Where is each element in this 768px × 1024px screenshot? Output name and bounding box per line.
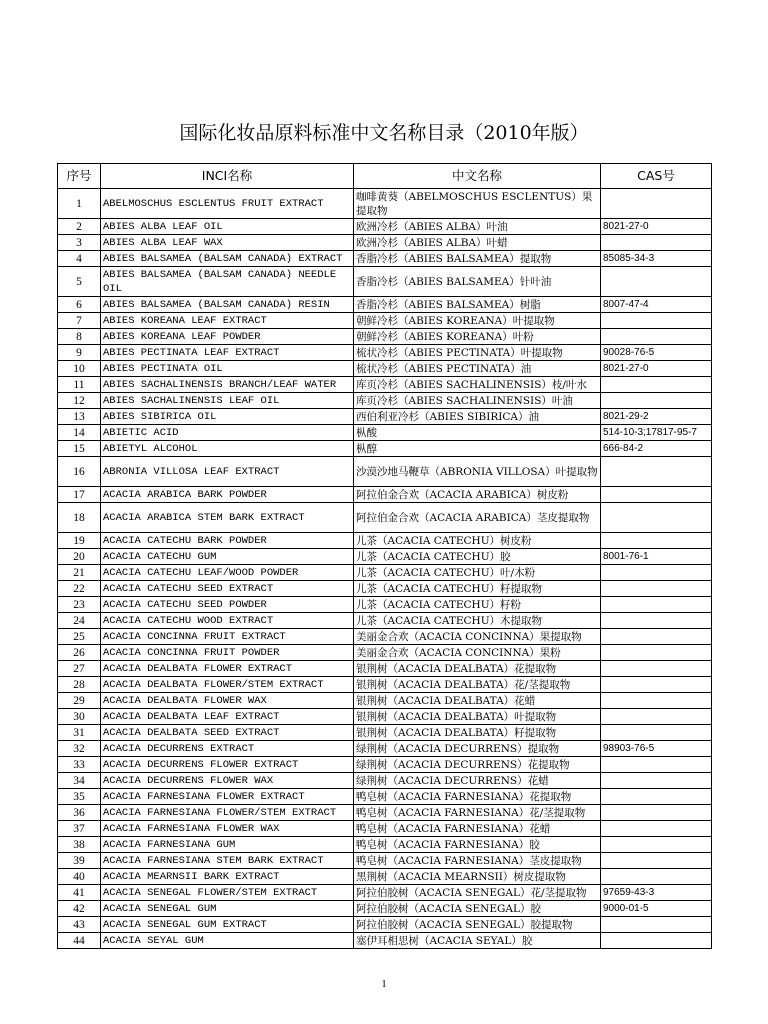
cell-cas: 85085-34-3 <box>601 251 712 267</box>
cell-cas <box>601 565 712 581</box>
cell-cas <box>601 457 712 487</box>
cell-cn: 梳状冷杉（ABIES PECTINATA）叶提取物 <box>354 345 601 361</box>
cell-seq: 40 <box>58 869 101 885</box>
cell-cas: 666-84-2 <box>601 441 712 457</box>
cell-cn: 绿荆树（ACACIA DECURRENS）花提取物 <box>354 757 601 773</box>
cell-cn: 香脂冷杉（ABIES BALSAMEA）提取物 <box>354 251 601 267</box>
cell-cas: 9000-01-5 <box>601 901 712 917</box>
table-row <box>58 853 712 869</box>
cell-cas <box>601 933 712 949</box>
cell-inci: ACACIA FARNESIANA FLOWER WAX <box>101 821 354 837</box>
cell-seq: 2 <box>58 219 101 235</box>
cell-cas <box>601 725 712 741</box>
cell-inci: ABIES BALSAMEA (BALSAM CANADA) NEEDLE OIL <box>101 267 354 297</box>
cell-cn: 儿茶（ACACIA CATECHU）胶 <box>354 549 601 565</box>
cell-cas: 8021-27-0 <box>601 361 712 377</box>
cell-cas <box>601 645 712 661</box>
table-row <box>58 393 712 409</box>
cell-seq: 36 <box>58 805 101 821</box>
header-cn: 中文名称 <box>354 164 601 189</box>
cell-cn: 银荆树（ACACIA DEALBATA）花蜡 <box>354 693 601 709</box>
cell-inci: ABIES KOREANA LEAF EXTRACT <box>101 313 354 329</box>
cell-seq: 13 <box>58 409 101 425</box>
cell-cn: 朝鲜冷杉（ABIES KOREANA）叶粉 <box>354 329 601 345</box>
cell-seq: 41 <box>58 885 101 901</box>
cell-cn: 阿拉伯胶树（ACACIA SENEGAL）胶提取物 <box>354 917 601 933</box>
cell-cas: 90028-76-5 <box>601 345 712 361</box>
table-row <box>58 757 712 773</box>
cell-cas <box>601 503 712 533</box>
cell-cn: 鸭皂树（ACACIA FARNESIANA）花/茎提取物 <box>354 805 601 821</box>
cell-seq: 34 <box>58 773 101 789</box>
cell-seq: 1 <box>58 189 101 219</box>
cell-inci: ACACIA FARNESIANA FLOWER EXTRACT <box>101 789 354 805</box>
cell-cn: 阿拉伯胶树（ACACIA SENEGAL）花/茎提取物 <box>354 885 601 901</box>
cell-inci: ACACIA MEARNSII BARK EXTRACT <box>101 869 354 885</box>
cell-cn: 西伯利亚冷杉（ABIES SIBIRICA）油 <box>354 409 601 425</box>
cell-seq: 14 <box>58 425 101 441</box>
cell-inci: ABELMOSCHUS ESCLENTUS FRUIT EXTRACT <box>101 189 354 219</box>
cell-cn: 枞酸 <box>354 425 601 441</box>
cell-inci: ABIES BALSAMEA (BALSAM CANADA) RESIN <box>101 297 354 313</box>
cell-cas: 8007-47-4 <box>601 297 712 313</box>
cell-cn: 美丽金合欢（ACACIA CONCINNA）果提取物 <box>354 629 601 645</box>
table-body <box>58 189 712 949</box>
cell-cas <box>601 789 712 805</box>
cell-seq: 25 <box>58 629 101 645</box>
cell-cas <box>601 693 712 709</box>
document-title: 国际化妆品原料标准中文名称目录（2010年版） <box>179 122 589 144</box>
cell-cn: 儿茶（ACACIA CATECHU）叶/木粉 <box>354 565 601 581</box>
cell-seq: 7 <box>58 313 101 329</box>
table-row <box>58 235 712 251</box>
cell-seq: 20 <box>58 549 101 565</box>
cell-cn: 欧洲冷杉（ABIES ALBA）叶油 <box>354 219 601 235</box>
cell-cn: 鸭皂树（ACACIA FARNESIANA）茎皮提取物 <box>354 853 601 869</box>
cell-cn: 库页冷杉（ABIES SACHALINENSIS）叶油 <box>354 393 601 409</box>
cell-seq: 32 <box>58 741 101 757</box>
page-number: 1 <box>381 978 387 990</box>
cell-cas <box>601 773 712 789</box>
cell-cn: 朝鲜冷杉（ABIES KOREANA）叶提取物 <box>354 313 601 329</box>
cell-cn: 枞醇 <box>354 441 601 457</box>
cell-inci: ACACIA CATECHU WOOD EXTRACT <box>101 613 354 629</box>
cell-inci: ACACIA FARNESIANA STEM BARK EXTRACT <box>101 853 354 869</box>
cell-seq: 29 <box>58 693 101 709</box>
table-row <box>58 837 712 853</box>
cell-inci: ACACIA DECURRENS EXTRACT <box>101 741 354 757</box>
cell-cn: 塞伊耳相思树（ACACIA SEYAL）胶 <box>354 933 601 949</box>
cell-cas <box>601 917 712 933</box>
cell-seq: 9 <box>58 345 101 361</box>
cell-cas <box>601 613 712 629</box>
cell-inci: ABIES BALSAMEA (BALSAM CANADA) EXTRACT <box>101 251 354 267</box>
cell-seq: 38 <box>58 837 101 853</box>
table-row <box>58 645 712 661</box>
cell-inci: ACACIA DEALBATA LEAF EXTRACT <box>101 709 354 725</box>
cell-cn: 儿茶（ACACIA CATECHU）籽粉 <box>354 597 601 613</box>
table-row <box>58 725 712 741</box>
cell-cn: 银荆树（ACACIA DEALBATA）叶提取物 <box>354 709 601 725</box>
cell-cas <box>601 709 712 725</box>
table-row <box>58 377 712 393</box>
table-row <box>58 709 712 725</box>
cell-cas <box>601 869 712 885</box>
cell-cas <box>601 189 712 219</box>
cell-inci: ACACIA DEALBATA FLOWER WAX <box>101 693 354 709</box>
cell-inci: ACACIA CONCINNA FRUIT POWDER <box>101 645 354 661</box>
cell-inci: ABIES PECTINATA LEAF EXTRACT <box>101 345 354 361</box>
cell-cas <box>601 235 712 251</box>
cell-cn: 梳状冷杉（ABIES PECTINATA）油 <box>354 361 601 377</box>
cell-inci: ACACIA ARABICA STEM BARK EXTRACT <box>101 503 354 533</box>
cell-cas: 8021-29-2 <box>601 409 712 425</box>
table-row <box>58 267 712 297</box>
header-cas: CAS号 <box>601 164 712 189</box>
table-row <box>58 581 712 597</box>
cell-inci: ABIES ALBA LEAF WAX <box>101 235 354 251</box>
cell-cn: 儿茶（ACACIA CATECHU）籽提取物 <box>354 581 601 597</box>
cell-seq: 33 <box>58 757 101 773</box>
cell-cas <box>601 805 712 821</box>
cell-seq: 3 <box>58 235 101 251</box>
cell-seq: 4 <box>58 251 101 267</box>
cell-cas <box>601 597 712 613</box>
cell-seq: 37 <box>58 821 101 837</box>
cell-seq: 31 <box>58 725 101 741</box>
cell-seq: 21 <box>58 565 101 581</box>
cell-cn: 银荆树（ACACIA DEALBATA）花/茎提取物 <box>354 677 601 693</box>
cell-seq: 17 <box>58 487 101 503</box>
cell-cas <box>601 329 712 345</box>
cell-inci: ACACIA SENEGAL GUM EXTRACT <box>101 917 354 933</box>
cell-cn: 沙漠沙地马鞭草（ABRONIA VILLOSA）叶提取物 <box>354 457 601 487</box>
cell-cn: 银荆树（ACACIA DEALBATA）籽提取物 <box>354 725 601 741</box>
cell-seq: 30 <box>58 709 101 725</box>
cell-cn: 欧洲冷杉（ABIES ALBA）叶蜡 <box>354 235 601 251</box>
cell-cas <box>601 487 712 503</box>
cell-inci: ABIES ALBA LEAF OIL <box>101 219 354 235</box>
cell-cas: 514-10-3;17817-95-7 <box>601 425 712 441</box>
cell-cas: 97659-43-3 <box>601 885 712 901</box>
cell-cn: 黑荆树（ACACIA MEARNSII）树皮提取物 <box>354 869 601 885</box>
cell-seq: 39 <box>58 853 101 869</box>
cell-inci: ABIETIC ACID <box>101 425 354 441</box>
cell-inci: ACACIA FARNESIANA FLOWER/STEM EXTRACT <box>101 805 354 821</box>
cell-inci: ACACIA DECURRENS FLOWER WAX <box>101 773 354 789</box>
cell-cas <box>601 853 712 869</box>
cell-cn: 阿拉伯金合欢（ACACIA ARABICA）树皮粉 <box>354 487 601 503</box>
table-row <box>58 597 712 613</box>
table-row <box>58 933 712 949</box>
table-row <box>58 345 712 361</box>
cell-inci: ACACIA CONCINNA FRUIT EXTRACT <box>101 629 354 645</box>
cell-cas: 8001-76-1 <box>601 549 712 565</box>
table-row <box>58 789 712 805</box>
cell-cn: 绿荆树（ACACIA DECURRENS）提取物 <box>354 741 601 757</box>
cell-cas <box>601 677 712 693</box>
table-row <box>58 869 712 885</box>
table-row <box>58 661 712 677</box>
cell-cas <box>601 377 712 393</box>
cell-inci: ACACIA CATECHU SEED EXTRACT <box>101 581 354 597</box>
table-row <box>58 425 712 441</box>
cell-cas <box>601 313 712 329</box>
cell-cas <box>601 757 712 773</box>
table-row <box>58 885 712 901</box>
table-row <box>58 313 712 329</box>
table-row <box>58 549 712 565</box>
cell-cas: 8021-27-0 <box>601 219 712 235</box>
header-seq: 序号 <box>58 164 101 189</box>
cell-inci: ABIES SACHALINENSIS BRANCH/LEAF WATER <box>101 377 354 393</box>
table-row <box>58 565 712 581</box>
cell-seq: 15 <box>58 441 101 457</box>
cell-inci: ACACIA CATECHU GUM <box>101 549 354 565</box>
table-row <box>58 219 712 235</box>
cell-cn: 儿茶（ACACIA CATECHU）木提取物 <box>354 613 601 629</box>
cell-cn: 香脂冷杉（ABIES BALSAMEA）针叶油 <box>354 267 601 297</box>
cell-seq: 23 <box>58 597 101 613</box>
cell-cn: 绿荆树（ACACIA DECURRENS）花蜡 <box>354 773 601 789</box>
cell-cn: 咖啡黄葵（ABELMOSCHUS ESCLENTUS）果提取物 <box>354 189 601 219</box>
table-row <box>58 441 712 457</box>
cell-seq: 19 <box>58 533 101 549</box>
cell-inci: ABIES SIBIRICA OIL <box>101 409 354 425</box>
cell-cn: 鸭皂树（ACACIA FARNESIANA）花蜡 <box>354 821 601 837</box>
cell-cn: 儿茶（ACACIA CATECHU）树皮粉 <box>354 533 601 549</box>
cell-seq: 27 <box>58 661 101 677</box>
cell-inci: ACACIA DEALBATA FLOWER EXTRACT <box>101 661 354 677</box>
cell-inci: ABIES PECTINATA OIL <box>101 361 354 377</box>
cell-cas: 98903-76-5 <box>601 741 712 757</box>
table-row <box>58 457 712 487</box>
cell-seq: 28 <box>58 677 101 693</box>
table-row <box>58 613 712 629</box>
cell-seq: 12 <box>58 393 101 409</box>
cell-inci: ABIES KOREANA LEAF POWDER <box>101 329 354 345</box>
cell-cas <box>601 533 712 549</box>
cell-cas <box>601 267 712 297</box>
table-row <box>58 805 712 821</box>
cell-seq: 26 <box>58 645 101 661</box>
cell-seq: 44 <box>58 933 101 949</box>
table-header-row <box>58 164 712 189</box>
cell-seq: 22 <box>58 581 101 597</box>
cell-inci: ABRONIA VILLOSA LEAF EXTRACT <box>101 457 354 487</box>
cell-cas <box>601 661 712 677</box>
cell-cn: 银荆树（ACACIA DEALBATA）花提取物 <box>354 661 601 677</box>
table-row <box>58 409 712 425</box>
cell-seq: 43 <box>58 917 101 933</box>
table-row <box>58 629 712 645</box>
cell-seq: 24 <box>58 613 101 629</box>
cell-seq: 16 <box>58 457 101 487</box>
table-row <box>58 503 712 533</box>
table-row <box>58 533 712 549</box>
cell-inci: ACACIA DEALBATA SEED EXTRACT <box>101 725 354 741</box>
cell-inci: ACACIA CATECHU SEED POWDER <box>101 597 354 613</box>
cell-cn: 鸭皂树（ACACIA FARNESIANA）胶 <box>354 837 601 853</box>
table-row <box>58 251 712 267</box>
table-row <box>58 901 712 917</box>
cell-inci: ACACIA DEALBATA FLOWER/STEM EXTRACT <box>101 677 354 693</box>
cell-inci: ACACIA FARNESIANA GUM <box>101 837 354 853</box>
cell-cas <box>601 821 712 837</box>
table-row <box>58 741 712 757</box>
cell-seq: 11 <box>58 377 101 393</box>
cell-cn: 库页冷杉（ABIES SACHALINENSIS）枝/叶水 <box>354 377 601 393</box>
cell-cn: 香脂冷杉（ABIES BALSAMEA）树脂 <box>354 297 601 313</box>
cell-cn: 美丽金合欢（ACACIA CONCINNA）果粉 <box>354 645 601 661</box>
cell-seq: 8 <box>58 329 101 345</box>
cell-inci: ACACIA ARABICA BARK POWDER <box>101 487 354 503</box>
cell-inci: ABIETYL ALCOHOL <box>101 441 354 457</box>
cell-cas <box>601 393 712 409</box>
table-row <box>58 677 712 693</box>
cell-inci: ACACIA CATECHU BARK POWDER <box>101 533 354 549</box>
cell-seq: 35 <box>58 789 101 805</box>
cell-seq: 5 <box>58 267 101 297</box>
table-row <box>58 361 712 377</box>
cell-cas <box>601 629 712 645</box>
cell-cas <box>601 837 712 853</box>
cell-inci: ACACIA SENEGAL GUM <box>101 901 354 917</box>
table-row <box>58 821 712 837</box>
ingredient-table <box>57 163 712 949</box>
cell-seq: 42 <box>58 901 101 917</box>
cell-cn: 阿拉伯胶树（ACACIA SENEGAL）胶 <box>354 901 601 917</box>
table-row <box>58 773 712 789</box>
table-row <box>58 487 712 503</box>
cell-inci: ACACIA SEYAL GUM <box>101 933 354 949</box>
cell-cn: 阿拉伯金合欢（ACACIA ARABICA）茎皮提取物 <box>354 503 601 533</box>
cell-inci: ACACIA CATECHU LEAF/WOOD POWDER <box>101 565 354 581</box>
table-row <box>58 693 712 709</box>
cell-seq: 6 <box>58 297 101 313</box>
table-row <box>58 189 712 219</box>
cell-cn: 鸭皂树（ACACIA FARNESIANA）花提取物 <box>354 789 601 805</box>
table-row <box>58 329 712 345</box>
cell-seq: 10 <box>58 361 101 377</box>
cell-cas <box>601 581 712 597</box>
header-inci: INCI名称 <box>101 164 354 189</box>
cell-inci: ACACIA SENEGAL FLOWER/STEM EXTRACT <box>101 885 354 901</box>
cell-seq: 18 <box>58 503 101 533</box>
cell-inci: ABIES SACHALINENSIS LEAF OIL <box>101 393 354 409</box>
cell-inci: ACACIA DECURRENS FLOWER EXTRACT <box>101 757 354 773</box>
table-row <box>58 297 712 313</box>
table-row <box>58 917 712 933</box>
